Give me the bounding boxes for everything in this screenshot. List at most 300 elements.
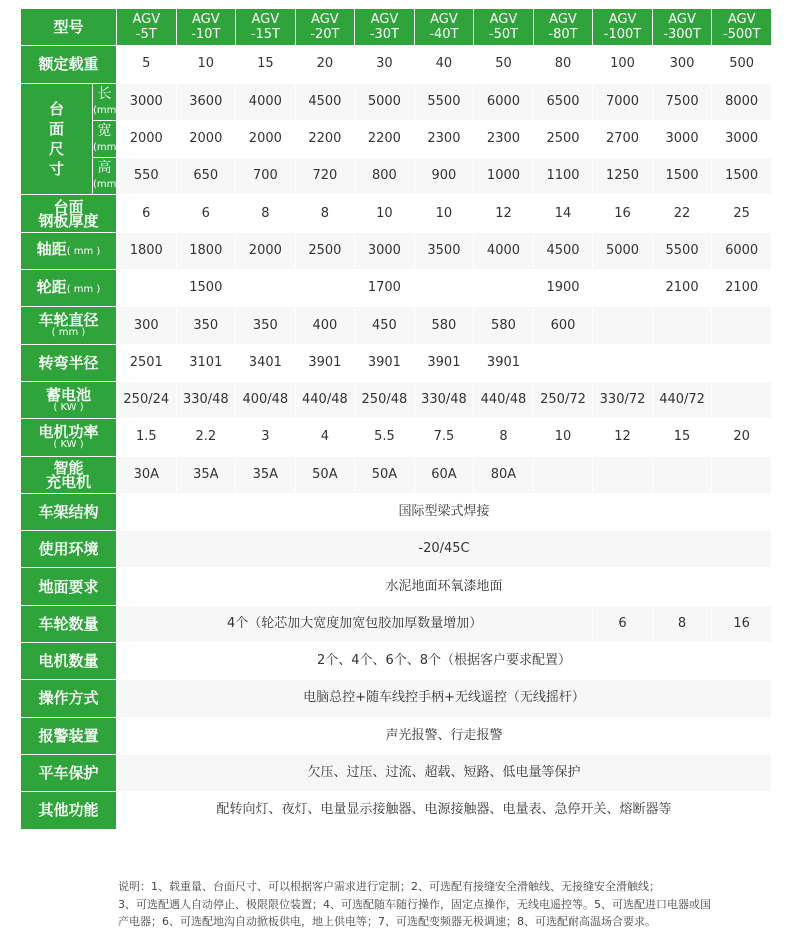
model-capacity: -50T: [488, 27, 519, 43]
value-cell: [712, 121, 771, 157]
value-cell: [296, 307, 355, 343]
row-label-text: 钢板厚度: [38, 211, 99, 230]
row-label: [21, 195, 116, 231]
merged-value-cell: [117, 680, 771, 716]
row-unit: ( KW ): [53, 438, 84, 450]
value-cell: [296, 345, 355, 381]
value-cell: [296, 382, 355, 418]
cell-value: 440/72: [659, 392, 705, 408]
value-cell: [117, 345, 176, 381]
cell-value: 2.2: [195, 429, 217, 445]
value-cell: [236, 270, 295, 306]
row-unit: ( mm ): [66, 283, 101, 295]
cell-value: 2501: [129, 354, 163, 370]
row-label-text: 电机数量: [38, 652, 99, 671]
cell-value: 10: [197, 56, 215, 72]
cell-value: 2100: [725, 280, 759, 296]
spec-row-merged: [21, 680, 771, 716]
cell-value: 8: [677, 615, 687, 631]
cell-value: 330/72: [599, 392, 646, 408]
cell-value: 7.5: [433, 429, 455, 445]
cell-value: 580: [431, 317, 457, 333]
value-cell: [117, 46, 176, 82]
value-cell: [474, 233, 533, 269]
value-cell: [177, 345, 236, 381]
value-cell: [296, 270, 355, 306]
cell-value: 2700: [605, 131, 640, 147]
value-cell: [653, 270, 712, 306]
value-cell: [593, 84, 652, 120]
row-label: [21, 606, 116, 642]
cell-value: 16: [614, 205, 631, 221]
cell-value: 600: [550, 317, 576, 333]
value-cell: [236, 158, 295, 194]
cell-value: 6500: [546, 93, 580, 109]
value-cell: [474, 382, 533, 418]
value-cell: [117, 158, 176, 194]
cell-value: 6000: [486, 93, 521, 109]
cell-value: 22: [673, 205, 691, 221]
value-cell: [474, 195, 533, 231]
model-cell: [355, 9, 414, 45]
value-cell: [117, 270, 176, 306]
row-label: [93, 84, 121, 120]
cell-value: 14: [554, 205, 572, 221]
cell-value: 1700: [367, 280, 401, 296]
spec-row-merged: [21, 606, 771, 642]
value-cell: [593, 345, 652, 381]
value-cell: [296, 233, 355, 269]
model-capacity: -5T: [135, 27, 157, 43]
model-capacity: -100T: [603, 27, 642, 43]
model-name: AGV: [549, 12, 577, 28]
value-cell: [355, 121, 414, 157]
cell-value: 2000: [189, 131, 223, 147]
cell-value: 6: [618, 615, 627, 631]
cell-value: 5500: [427, 93, 461, 109]
model-cell: [117, 9, 176, 45]
cell-value: 800: [371, 168, 397, 184]
cell-value: 900: [431, 168, 457, 184]
value-cell: [177, 382, 236, 418]
value-cell: [593, 121, 652, 157]
value-cell: [593, 307, 652, 343]
value-cell: [593, 606, 652, 642]
model-capacity: -40T: [429, 27, 459, 43]
cell-value: 7500: [665, 93, 699, 109]
cell-value: 2500: [308, 242, 342, 258]
row-label-text: 额定载重: [38, 55, 99, 74]
merged-value-cell: [117, 792, 771, 828]
note-line: 说明：1、载重量、台面尺寸、可以根据客户需求进行定制；2、可选配有接缝安全滑触线、无接缝安全滑触线；: [118, 880, 660, 893]
value-cell: [355, 457, 414, 493]
model-cell: [712, 9, 771, 45]
value-cell: [593, 419, 652, 455]
value-cell: [474, 345, 533, 381]
cell-value: 450: [371, 317, 397, 333]
model-cell: [474, 9, 533, 45]
value-cell: [712, 195, 771, 231]
value-cell: [593, 382, 652, 418]
cell-value: 300: [669, 56, 695, 72]
value-cell: [355, 195, 414, 231]
spec-row: [21, 419, 771, 455]
value-cell: [236, 419, 295, 455]
value-cell: [415, 46, 474, 82]
table-size-label-text: 台面尺寸: [48, 100, 64, 179]
cell-value: 15: [673, 429, 691, 445]
value-cell: [296, 46, 355, 82]
table-size-label: [21, 84, 92, 195]
cell-value: 3901: [367, 354, 401, 370]
cell-value: 3000: [367, 242, 401, 258]
cell-value: 1000: [486, 168, 521, 184]
cell-value: 40: [435, 56, 453, 72]
value-cell: [177, 158, 236, 194]
value-cell: [415, 382, 474, 418]
cell-value: 580: [491, 317, 516, 333]
cell-value: 1250: [605, 168, 640, 184]
row-label-text: 使用环境: [38, 540, 99, 559]
row-label-text: 蓄电池: [46, 385, 92, 404]
value-cell: [474, 84, 533, 120]
value-cell: [415, 84, 474, 120]
row-label: [93, 158, 121, 194]
row-label-text: 平车保护: [38, 764, 99, 783]
cell-value: 3000: [665, 131, 699, 147]
row-label-text: 宽: [97, 123, 112, 140]
value-cell: [177, 270, 236, 306]
cell-value: 10: [554, 429, 572, 445]
spec-row-merged: [21, 718, 771, 754]
model-capacity: -10T: [191, 27, 221, 43]
value-cell: [236, 84, 295, 120]
value-cell: [415, 457, 474, 493]
value-cell: [653, 233, 712, 269]
cell-value: 4000: [486, 242, 521, 258]
cell-value: 1800: [189, 242, 223, 258]
model-capacity: -300T: [663, 27, 701, 43]
row-unit: ( mm ): [66, 246, 101, 258]
cell-value: 配转向灯、夜灯、电量显示接触器、电源接触器、电量表、急停开关、熔断器等: [216, 802, 672, 818]
value-cell: [296, 121, 355, 157]
value-cell: [415, 158, 474, 194]
spec-row: [21, 307, 771, 343]
cell-value: 6: [142, 205, 151, 221]
cell-value: 440/48: [302, 392, 348, 408]
value-cell: [296, 195, 355, 231]
row-label: [21, 345, 116, 381]
value-cell: [653, 121, 712, 157]
value-cell: [534, 270, 593, 306]
model-cell: [593, 9, 652, 45]
value-cell: [236, 46, 295, 82]
cell-value: 2000: [129, 131, 163, 147]
value-cell: [117, 233, 176, 269]
value-cell: [534, 46, 593, 82]
row-unit: ( mm ): [51, 327, 86, 339]
cell-value: 12: [614, 429, 631, 445]
row-unit: (mm): [93, 179, 121, 191]
value-cell: [653, 307, 712, 343]
cell-value: 35A: [193, 466, 219, 482]
cell-value: 50A: [371, 466, 398, 482]
cell-value: 4500: [546, 242, 580, 258]
cell-value: 1500: [665, 168, 699, 184]
cell-value: 8: [320, 205, 330, 221]
value-cell: [534, 158, 593, 194]
value-cell: [474, 46, 533, 82]
row-unit: (mm): [93, 142, 121, 154]
cell-value: 80: [554, 56, 572, 72]
merged-value-cell: [117, 643, 771, 679]
value-cell: [712, 46, 771, 82]
cell-value: 10: [376, 205, 393, 221]
value-cell: [712, 270, 771, 306]
row-label: [21, 755, 116, 791]
value-cell: [653, 419, 712, 455]
row-label: [21, 494, 116, 530]
cell-value: 550: [133, 168, 159, 184]
value-cell: [415, 307, 474, 343]
model-cell: [236, 9, 295, 45]
row-label-text: 操作方式: [38, 689, 99, 708]
cell-value: 350: [193, 317, 219, 333]
value-cell: [117, 195, 176, 231]
cell-value: 6000: [725, 242, 759, 258]
row-label: [21, 531, 116, 567]
model-name: AGV: [132, 12, 161, 28]
cell-value: 2300: [486, 131, 521, 147]
cell-value: 650: [193, 168, 219, 184]
cell-value: 440/48: [480, 392, 527, 408]
cell-value: 10: [435, 205, 453, 221]
cell-value: 3101: [189, 354, 223, 370]
value-cell: [236, 457, 295, 493]
row-unit: (mm): [93, 104, 121, 116]
cell-value: -20/45C: [418, 541, 470, 557]
cell-value: 3600: [189, 93, 223, 109]
value-cell: [534, 195, 593, 231]
merged-value-cell: [117, 531, 771, 567]
row-label-text: 车轮数量: [38, 614, 99, 633]
value-cell: [355, 419, 414, 455]
cell-value: 330/48: [182, 392, 229, 408]
value-cell: [415, 195, 474, 231]
row-label-text: 车轮直径: [38, 311, 99, 330]
spec-row: [21, 121, 771, 157]
model-name: AGV: [370, 12, 399, 28]
cell-value: 3901: [308, 354, 342, 370]
cell-value: 50: [495, 56, 512, 72]
model-name: AGV: [727, 12, 756, 28]
row-label: [21, 419, 116, 455]
spec-row: [21, 233, 771, 269]
model-name: AGV: [251, 12, 280, 28]
cell-value: 1100: [546, 168, 580, 184]
cell-value: 7000: [605, 93, 640, 109]
cell-value: 50A: [312, 466, 338, 482]
model-cell: [534, 9, 593, 45]
value-cell: [534, 457, 593, 493]
merged-value-cell: [117, 718, 771, 754]
cell-value: 4: [320, 429, 330, 445]
value-cell: [296, 457, 355, 493]
value-cell: [593, 195, 652, 231]
value-cell: [474, 158, 533, 194]
cell-value: 330/48: [421, 392, 467, 408]
cell-value: 1.5: [135, 429, 157, 445]
cell-value: 2个、4个、6个、8个（根据客户要求配置）: [316, 653, 572, 669]
model-cell: [296, 9, 355, 45]
row-label: [21, 307, 116, 343]
row-label-text: 充电机: [46, 472, 92, 491]
row-label: [21, 718, 116, 754]
value-cell: [296, 158, 355, 194]
cell-value: 5000: [605, 242, 640, 258]
cell-value: 3000: [129, 93, 163, 109]
spec-row: [21, 345, 771, 381]
cell-value: 5.5: [374, 429, 395, 445]
cell-value: 声光报警、行走报警: [385, 727, 503, 743]
model-header-cell: [21, 9, 116, 45]
row-label-text: 地面要求: [38, 577, 99, 596]
model-cell: [415, 9, 474, 45]
cell-value: 80A: [490, 466, 517, 482]
value-cell: [415, 233, 474, 269]
value-cell: [177, 46, 236, 82]
cell-value: 1500: [725, 168, 759, 184]
model-capacity: -30T: [369, 27, 399, 43]
cell-value: 5500: [665, 242, 699, 258]
value-cell: [355, 270, 414, 306]
value-cell: [236, 382, 295, 418]
cell-value: 水泥地面环氧漆地面: [385, 578, 503, 594]
cell-value: 20: [316, 56, 334, 72]
row-label-text: 智能: [53, 458, 84, 477]
row-label-text: 台面: [53, 197, 84, 216]
value-cell: [236, 233, 295, 269]
cell-value: 5000: [367, 93, 401, 109]
row-label: [21, 382, 116, 418]
cell-value: 8: [261, 205, 270, 221]
cell-value: 3901: [427, 354, 461, 370]
cell-value: 250/24: [123, 392, 170, 408]
row-unit: ( KW ): [53, 401, 84, 413]
cell-value: 12: [495, 205, 512, 221]
spec-row: [21, 270, 771, 306]
value-cell: [177, 419, 236, 455]
value-cell: [653, 46, 712, 82]
row-label-text: 电机功率: [38, 422, 99, 441]
spec-row: [21, 46, 771, 82]
cell-value: 250/72: [540, 392, 586, 408]
merged-value-cell: [117, 568, 771, 604]
value-cell: [653, 345, 712, 381]
row-label: [21, 792, 116, 828]
cell-value: 2100: [665, 280, 699, 296]
merged-value-cell: [117, 606, 592, 642]
value-cell: [117, 121, 176, 157]
value-cell: [712, 233, 771, 269]
spec-table: [20, 8, 772, 830]
value-cell: [653, 606, 712, 642]
spec-row-merged: [21, 531, 771, 567]
value-cell: [177, 233, 236, 269]
cell-value: 2000: [248, 242, 282, 258]
row-label: [21, 457, 116, 493]
value-cell: [355, 382, 414, 418]
value-cell: [593, 270, 652, 306]
value-cell: [534, 307, 593, 343]
cell-value: 60A: [431, 466, 457, 482]
cell-value: 3500: [427, 242, 461, 258]
value-cell: [534, 345, 593, 381]
row-label: [21, 643, 116, 679]
cell-value: 1800: [129, 242, 163, 258]
model-cell: [177, 9, 236, 45]
cell-value: 400: [312, 317, 338, 333]
value-cell: [474, 121, 533, 157]
row-label-text: 轮距: [36, 277, 67, 296]
cell-value: 350: [252, 317, 278, 333]
cell-value: 250/48: [361, 392, 408, 408]
row-label-text: 车架结构: [38, 503, 99, 521]
model-name: AGV: [608, 12, 637, 28]
value-cell: [117, 457, 176, 493]
row-label-text: 其他功能: [38, 801, 99, 820]
merged-value-cell: [117, 494, 771, 530]
value-cell: [236, 121, 295, 157]
row-label-text: 报警装置: [38, 726, 99, 745]
cell-value: 2200: [308, 131, 342, 147]
note-line: 产电器；6、可选配地沟自动掀板供电，地上供电等；7、可选配变频器无极调速；8、可选配耐高温场合要求。: [118, 915, 656, 928]
row-label-text: 长: [97, 85, 112, 102]
notes: [118, 878, 758, 931]
spec-row-merged: [21, 568, 771, 604]
model-name: AGV: [489, 12, 518, 28]
value-cell: [415, 419, 474, 455]
value-cell: [534, 233, 593, 269]
row-label: [21, 568, 116, 604]
value-cell: [712, 606, 771, 642]
value-cell: [534, 382, 593, 418]
cell-value: 300: [133, 317, 159, 333]
model-header-label: 型号: [53, 18, 84, 37]
row-label: [21, 233, 116, 269]
model-cell: [653, 9, 712, 45]
value-cell: [653, 195, 712, 231]
cell-value: 700: [252, 168, 278, 184]
row-label-text: 转弯半径: [38, 353, 99, 372]
cell-value: 35A: [252, 466, 279, 482]
value-cell: [653, 382, 712, 418]
spec-row: [21, 84, 771, 120]
cell-value: 16: [733, 615, 750, 631]
row-label: [21, 46, 116, 82]
value-cell: [593, 46, 652, 82]
row-label: [21, 680, 116, 716]
value-cell: [355, 307, 414, 343]
model-name: AGV: [191, 12, 220, 28]
value-cell: [415, 345, 474, 381]
value-cell: [296, 419, 355, 455]
spec-row-merged: [21, 494, 771, 530]
value-cell: [177, 121, 236, 157]
value-cell: [177, 457, 236, 493]
value-cell: [355, 46, 414, 82]
row-label-text: 轴距: [36, 240, 67, 259]
